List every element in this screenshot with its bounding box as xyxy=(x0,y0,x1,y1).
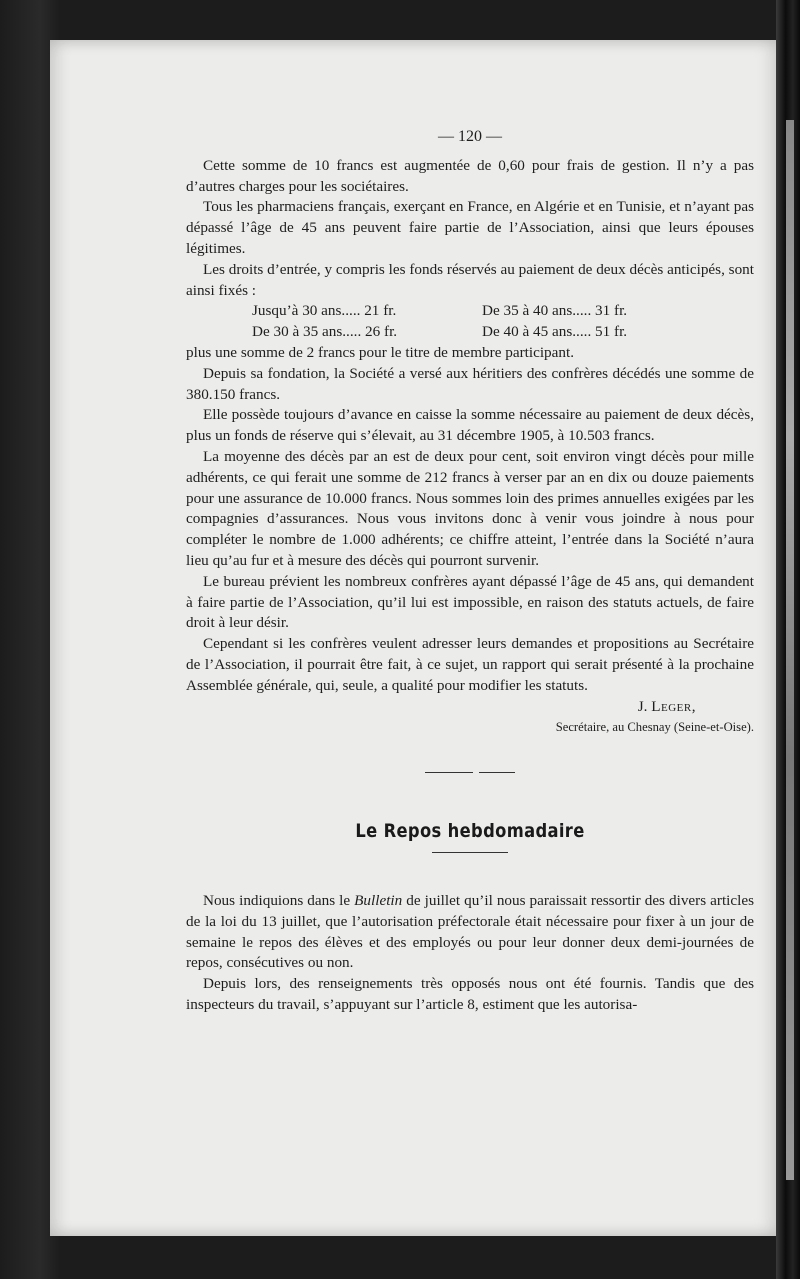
fee-table xyxy=(252,301,754,343)
bulletin-title: Bulletin xyxy=(354,891,403,909)
signature-title: Secrétaire, au Chesnay (Seine-et-Oise). xyxy=(555,720,754,735)
para-text: Nous indiquions dans le xyxy=(203,891,355,909)
page-edge-strip xyxy=(786,120,794,1180)
heading-underline xyxy=(432,852,508,853)
paragraph: plus une somme de 2 francs pour le titre de membre participant. xyxy=(186,343,575,361)
paragraph: Cette somme de 10 francs est augmentée de 0,60 pour frais de gestion. Il n’y a pas d’autres charges pour les sociétaires. xyxy=(186,156,754,195)
signature-surname: Leger, xyxy=(651,697,696,715)
paragraph: Cependant si les confrères veulent adresser leurs demandes et propositions au Secrétaire de l’Association, il pourrait être fait, à ce sujet, un rapport qui serait présenté à la prochaine Assemblée générale, qui, seule, a qualité pour modifier les statuts. xyxy=(186,635,754,694)
paragraph: Les droits d’entrée, y compris les fonds réservés au paiement de deux décès anticipés, sont ainsi fixés : xyxy=(186,260,754,299)
page-edge xyxy=(776,0,800,1279)
paragraph: Elle possède toujours d’avance en caisse la somme nécessaire au paiement de deux décès, plus un fonds de réserve qui s’élevait, au 31 décembre 1905, à 10.503 francs. xyxy=(186,406,754,445)
section-divider xyxy=(186,772,754,773)
fee-entry: De 35 à 40 ans..... 31 fr. xyxy=(482,302,628,320)
divider-rule xyxy=(479,772,515,773)
signature-name xyxy=(186,697,754,718)
fee-entry: Jusqu’à 30 ans..... 21 fr. xyxy=(252,302,397,320)
fee-entry: De 30 à 35 ans..... 26 fr. xyxy=(252,323,398,341)
fee-entry: De 40 à 45 ans..... 51 fr. xyxy=(482,323,628,341)
signature-initial: J. xyxy=(637,697,648,715)
paragraph: Depuis sa fondation, la Société a versé aux héritiers des confrères décédés une somme de 380.150 francs. xyxy=(186,364,754,403)
para-text: de juillet qu’il nous paraissait ressortir des divers articles de la loi du 13 juillet, que l’autorisation préfectorale était nécessaire pour fixer à un jour de semaine le repos des élèves et des employés ou pour leur donner deux demi-journées de repos, consécutives ou non. xyxy=(186,891,755,972)
paragraph: Tous les pharmaciens français, exerçant en France, en Algérie et en Tunisie, et n’ayant pas dépassé l’âge de 45 ans peuvent faire partie de l’Association, ainsi que leurs épouses légitimes. xyxy=(186,198,754,257)
page-text xyxy=(186,127,754,1016)
paragraph: Depuis lors, des renseignements très opposés nous ont été fournis. Tandis que des inspecteurs du travail, s’appuyant sur l’article 8, estiment que les autorisa- xyxy=(186,975,754,1013)
page-number: — 120 — xyxy=(438,128,502,145)
section-heading: Le Repos hebdomadaire xyxy=(355,820,585,843)
paragraph: Le bureau prévient les nombreux confrères ayant dépassé l’âge de 45 ans, qui demandent à faire partie de l’Association, qu’il lui est impossible, en raison des statuts actuels, de faire droit à leur désir. xyxy=(186,572,754,632)
divider-rule xyxy=(425,772,473,773)
paragraph: La moyenne des décès par an est de deux pour cent, soit environ vingt décès pour mille adhérents, ce qui ferait une somme de 212 francs à verser par an en dix ou douze paiements pour une assurance de 10.000 francs. Nous sommes loin des primes annuelles exigées par les compagnies d’assurances. Nous vous invitons donc à venir vous joindre à nous pour compléter le nombre de 1.000 adhérents; ce chiffre atteint, l’entrée dans la Société n’aura lieu qu’au fur et à mesure des décès qui pourront survenir. xyxy=(186,447,754,569)
paragraph xyxy=(186,891,754,974)
